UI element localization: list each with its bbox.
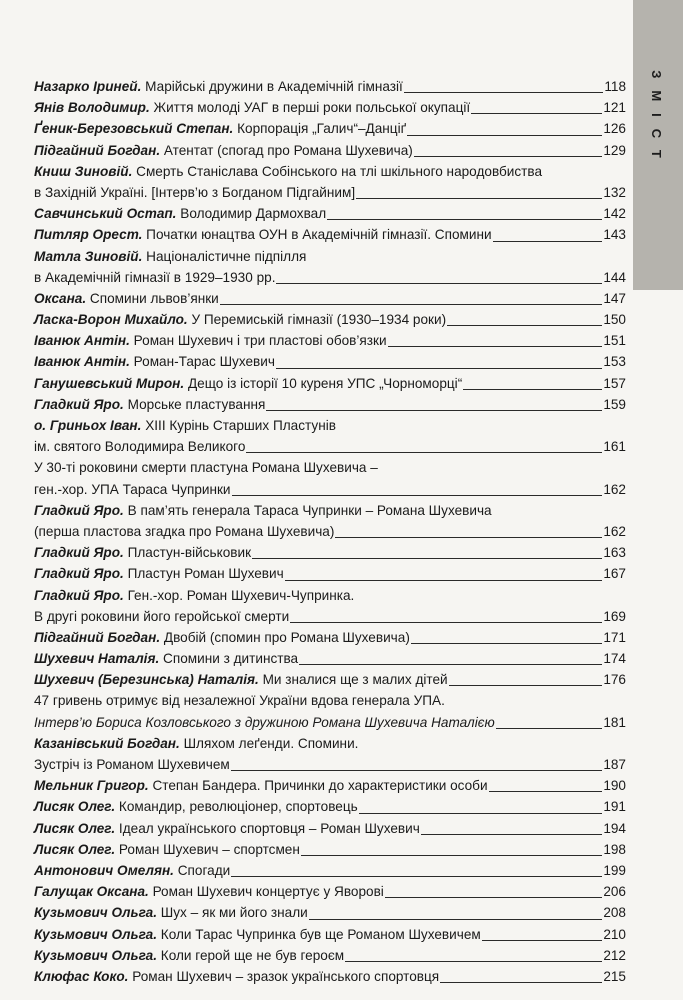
entry-author: Книш Зиновій.: [34, 163, 133, 179]
entry-title: Атентат (спогад про Романа Шухевича): [163, 142, 413, 158]
entry-title: XIII Курінь Старших Пластунів: [145, 418, 336, 433]
entry-page-number: 210: [603, 926, 626, 942]
entry-author: Гладкий Яро.: [34, 545, 124, 561]
entry-author: Савчинський Остап.: [34, 206, 177, 222]
entry-author: Матла Зиновій.: [34, 248, 143, 264]
leader-line: [414, 156, 603, 157]
leader-line: [276, 283, 602, 284]
leader-line: [471, 113, 602, 114]
leader-line: [482, 940, 603, 941]
toc-entry-line: [34, 479, 626, 500]
entry-page-number: 132: [603, 184, 626, 200]
entry-author: Підгайний Богдан.: [34, 629, 161, 645]
entry-page-number: 181: [603, 714, 626, 730]
leader-line: [285, 580, 603, 581]
entry-page-number: 174: [603, 651, 626, 667]
entry-page-number: 162: [603, 481, 626, 497]
toc-entry-line: [34, 818, 626, 839]
table-of-contents: [34, 76, 626, 987]
entry-title: Коли герой ще не був героєм: [160, 947, 345, 963]
entry-title: Коли Тарас Чупринка був ще Романом Шухевичем: [160, 926, 481, 942]
entry-author: Янів Володимир.: [34, 100, 150, 116]
entry-title: ген.-хор. УПА Тараса Чупринки: [34, 481, 231, 497]
toc-entry-line: [34, 733, 626, 754]
entry-page-number: 208: [603, 905, 626, 921]
entry-author: о. Гриньох Іван.: [34, 418, 142, 433]
entry-author: Кузьмович Ольга.: [34, 947, 158, 963]
entry-page-number: 153: [603, 354, 626, 370]
toc-entry-line: [34, 945, 626, 966]
entry-title: Двобій (спомин про Романа Шухевича): [163, 629, 410, 645]
entry-title: Роман Шухевич – спортсмен: [118, 841, 300, 857]
entry-title: Інтерв’ю Бориса Козловського з дружиною Романа Шухевича Наталією: [34, 714, 495, 730]
entry-author: Гладкий Яро.: [34, 566, 124, 582]
toc-entry-line: [34, 839, 626, 860]
entry-author: Галущак Оксана.: [34, 884, 149, 900]
entry-title: Спогади: [177, 862, 231, 878]
toc-entry[interactable]: [34, 224, 626, 245]
entry-author: Ганушевський Мирон.: [34, 375, 185, 391]
leader-line: [220, 304, 603, 305]
entry-author: Підгайний Богдан.: [34, 142, 161, 158]
leader-line: [447, 325, 602, 326]
leader-line: [496, 728, 603, 729]
entry-page-number: 191: [603, 799, 626, 815]
toc-entry[interactable]: [34, 945, 626, 966]
leader-line: [463, 389, 602, 390]
entry-title: Степан Бандера. Причинки до характеристики особи: [152, 778, 488, 794]
entry-title: Володимир Дармохвал: [180, 206, 327, 222]
leader-line: [266, 410, 602, 411]
toc-entry[interactable]: [34, 457, 626, 499]
entry-author: Лисяк Олег.: [34, 820, 116, 836]
entry-page-number: 142: [603, 206, 626, 222]
entry-author: Назарко Іриней.: [34, 79, 142, 94]
toc-entry-line: [34, 521, 626, 542]
toc-entry[interactable]: [34, 500, 626, 542]
toc-entry[interactable]: [34, 839, 626, 860]
entry-page-number: 126: [603, 121, 626, 137]
toc-entry-line: [34, 394, 626, 415]
entry-page-number: 187: [603, 757, 626, 772]
toc-entry-line: [34, 712, 626, 733]
toc-entry-line: [34, 76, 626, 97]
toc-entry-line: [34, 288, 626, 309]
entry-author: Кузьмович Ольга.: [34, 905, 158, 921]
toc-entry[interactable]: [34, 330, 626, 351]
leader-line: [407, 135, 602, 136]
entry-author: Кузьмович Ольга.: [34, 926, 158, 942]
toc-entry-line: [34, 881, 626, 902]
leader-line: [246, 452, 602, 453]
leader-line: [345, 961, 602, 962]
entry-title: Ідеал українського спортовця – Роман Шухевич: [118, 820, 420, 836]
entry-author: Іванюк Антін.: [34, 354, 130, 370]
toc-entry-line: [34, 966, 626, 987]
entry-page-number: 199: [603, 862, 626, 878]
toc-entry-line: [34, 224, 626, 245]
entry-author: Антонович Омелян.: [34, 862, 174, 878]
toc-entry[interactable]: [34, 373, 626, 394]
toc-entry-line: [34, 563, 626, 584]
leader-line: [231, 770, 603, 771]
leader-line: [449, 685, 603, 686]
toc-entry[interactable]: [34, 542, 626, 563]
entry-page-number: 198: [603, 841, 626, 857]
leader-line: [388, 346, 603, 347]
toc-entry-line: [34, 182, 626, 203]
leader-line: [493, 241, 603, 242]
toc-entry-line: [34, 118, 626, 139]
toc-entry-line: [34, 648, 626, 669]
toc-entry[interactable]: [34, 351, 626, 372]
entry-author: Гладкий Яро.: [34, 396, 124, 412]
toc-entry[interactable]: [34, 775, 626, 796]
entry-page-number: 147: [603, 290, 626, 306]
entry-author: Гладкий Яро.: [34, 502, 124, 518]
toc-entry[interactable]: [34, 902, 626, 923]
entry-title: 47 гривень отримує від незалежної України вдова генерала УПА.: [34, 693, 445, 709]
entry-title: Спомини львов’янки: [89, 290, 219, 306]
entry-page-number: 151: [603, 333, 626, 349]
toc-entry[interactable]: [34, 585, 626, 627]
entry-title: Життя молоді УАГ в перші роки польської окупації: [153, 100, 471, 116]
leader-line: [404, 92, 603, 93]
toc-entry[interactable]: [34, 818, 626, 839]
entry-page-number: 163: [603, 545, 626, 561]
toc-entry[interactable]: [34, 203, 626, 224]
leader-line: [385, 897, 602, 898]
entry-title: Смерть Станіслава Собінського на тлі шкільного народовбиства: [136, 163, 543, 179]
toc-entry-line: [34, 606, 626, 627]
entry-title: В пам’ять генерала Тараса Чупринки – Романа Шухевича: [127, 502, 492, 518]
toc-entry-line: [34, 161, 626, 182]
toc-entry[interactable]: [34, 966, 626, 987]
leader-line: [276, 368, 602, 369]
entry-page-number: 162: [603, 523, 626, 539]
toc-entry[interactable]: [34, 246, 626, 288]
entry-page-number: 129: [603, 142, 626, 158]
entry-title: ім. святого Володимира Великого: [34, 439, 246, 455]
leader-line: [335, 537, 602, 538]
entry-author: Іванюк Антін.: [34, 333, 130, 349]
entry-page-number: 212: [603, 947, 626, 963]
leader-line: [301, 855, 602, 856]
toc-entry-line: [34, 246, 626, 267]
entry-author: Шухевич (Березинська) Наталія.: [34, 672, 259, 688]
toc-entry[interactable]: [34, 860, 626, 881]
toc-entry-line: [34, 627, 626, 648]
entry-title: (перша пластова згадка про Романа Шухевича): [34, 523, 335, 539]
toc-entry[interactable]: [34, 796, 626, 817]
entry-author: Гладкий Яро.: [34, 587, 124, 603]
leader-line: [359, 813, 603, 814]
toc-entry[interactable]: [34, 648, 626, 669]
leader-line: [489, 791, 603, 792]
entry-page-number: 169: [603, 608, 626, 624]
toc-entry-line: [34, 542, 626, 563]
toc-entry-line: [34, 415, 626, 436]
entry-title: Командир, революціонер, спортовець: [118, 799, 358, 815]
leader-line: [356, 198, 602, 199]
entry-title: Морське пластування: [127, 396, 266, 412]
entry-title: Роман-Тарас Шухевич: [133, 354, 275, 370]
entry-author: Лисяк Олег.: [34, 841, 116, 857]
leader-line: [252, 558, 602, 559]
entry-page-number: 176: [603, 672, 626, 688]
section-tab: [633, 0, 683, 290]
toc-entry-line: [34, 754, 626, 775]
entry-title: Зустріч із Романом Шухевичем: [34, 757, 230, 772]
entry-title: Пластун Роман Шухевич: [127, 566, 284, 582]
entry-title: Шляхом леґенди. Спомини.: [183, 735, 359, 751]
toc-entry-line: [34, 140, 626, 161]
toc-entry-line: [34, 436, 626, 457]
leader-line: [327, 219, 602, 220]
entry-title: Дещо із історії 10 куреня УПС „Чорноморці“: [187, 375, 463, 391]
entry-author: Клюфас Коко.: [34, 968, 129, 984]
entry-title: Спомини з дитинства: [163, 651, 299, 667]
entry-page-number: 144: [603, 269, 626, 285]
entry-title: Націоналістичне підпілля: [146, 248, 307, 264]
entry-author: Казанівський Богдан.: [34, 735, 180, 751]
toc-entry-line: [34, 500, 626, 521]
entry-title: Роман Шухевич концертує у Яворові: [152, 884, 384, 900]
leader-line: [421, 834, 602, 835]
toc-entry-line: [34, 373, 626, 394]
entry-title: Пластун-військовик: [127, 545, 252, 561]
toc-entry[interactable]: [34, 415, 626, 457]
entry-title: Початки юнацтва ОУН в Академічній гімназії. Спомини: [146, 227, 492, 243]
entry-page-number: 118: [604, 79, 626, 94]
toc-entry[interactable]: [34, 690, 626, 732]
entry-title: Корпорація „Галич“–Данціґ: [237, 121, 407, 137]
toc-entry[interactable]: [34, 881, 626, 902]
entry-page-number: 206: [603, 884, 626, 900]
toc-entry[interactable]: [34, 288, 626, 309]
toc-entry-line: [34, 330, 626, 351]
toc-entry-line: [34, 585, 626, 606]
leader-line: [309, 919, 603, 920]
entry-title: Ген.-хор. Роман Шухевич-Чупринка.: [127, 587, 355, 603]
entry-author: Ласка-Ворон Михайло.: [34, 312, 188, 328]
toc-entry[interactable]: [34, 97, 626, 118]
toc-entry-line: [34, 924, 626, 945]
section-tab-label: ЗМІСТ: [649, 70, 665, 170]
entry-page-number: 143: [603, 227, 626, 243]
toc-entry[interactable]: [34, 563, 626, 584]
toc-entry-line: [34, 309, 626, 330]
entry-page-number: 150: [603, 312, 626, 328]
toc-entry[interactable]: [34, 669, 626, 690]
entry-page-number: 194: [603, 820, 626, 836]
entry-author: Оксана.: [34, 290, 87, 306]
toc-entry-line: [34, 267, 626, 288]
entry-title: Ми зналися ще з малих дітей: [262, 672, 448, 688]
toc-entry[interactable]: [34, 76, 626, 97]
toc-entry[interactable]: [34, 309, 626, 330]
entry-author: Питляр Орест.: [34, 227, 143, 243]
entry-title: в Західній Україні. [Інтерв’ю з Богданом Підгайним]: [34, 184, 356, 200]
leader-line: [290, 622, 602, 623]
entry-page-number: 171: [603, 629, 626, 645]
entry-page-number: 121: [603, 100, 626, 116]
toc-entry[interactable]: [34, 140, 626, 161]
entry-title: Роман Шухевич і три пластові обов’язки: [133, 333, 387, 349]
toc-entry-line: [34, 796, 626, 817]
toc-entry-line: [34, 351, 626, 372]
toc-entry-line: [34, 775, 626, 796]
entry-title: Роман Шухевич – зразок українського спортовця: [132, 968, 440, 984]
entry-title: в Академічній гімназії в 1929–1930 рр.: [34, 269, 276, 285]
toc-entry[interactable]: [34, 733, 626, 775]
entry-author: Ґеник-Березовський Степан.: [34, 121, 234, 137]
leader-line: [232, 495, 603, 496]
leader-line: [411, 643, 602, 644]
toc-entry[interactable]: [34, 161, 626, 203]
entry-page-number: 161: [603, 439, 626, 455]
entry-author: Шухевич Наталія.: [34, 651, 160, 667]
entry-author: Мельник Григор.: [34, 778, 149, 794]
toc-entry[interactable]: [34, 924, 626, 945]
toc-entry[interactable]: [34, 118, 626, 139]
toc-entry-line: [34, 203, 626, 224]
entry-title: В другі роковини його геройської смерти: [34, 608, 290, 624]
toc-entry[interactable]: [34, 627, 626, 648]
entry-title: Шух – як ми його знали: [160, 905, 308, 921]
toc-entry-line: [34, 690, 626, 711]
toc-entry-line: [34, 457, 626, 478]
toc-entry-line: [34, 902, 626, 923]
entry-page-number: 157: [603, 375, 626, 391]
toc-entry[interactable]: [34, 394, 626, 415]
entry-page-number: 190: [603, 778, 626, 794]
leader-line: [440, 982, 602, 983]
toc-entry-line: [34, 97, 626, 118]
leader-line: [231, 876, 602, 877]
entry-title: У 30-ті роковини смерти пластуна Романа Шухевича –: [34, 460, 378, 476]
entry-author: Лисяк Олег.: [34, 799, 116, 815]
entry-title: У Перемиській гімназії (1930–1934 роки): [191, 312, 447, 328]
toc-entry-line: [34, 860, 626, 881]
leader-line: [299, 664, 602, 665]
entry-page-number: 159: [603, 396, 626, 412]
entry-page-number: 167: [603, 566, 626, 582]
entry-title: Марійські дружини в Академічній гімназії: [145, 79, 403, 94]
toc-entry-line: [34, 669, 626, 690]
entry-page-number: 215: [603, 968, 626, 984]
